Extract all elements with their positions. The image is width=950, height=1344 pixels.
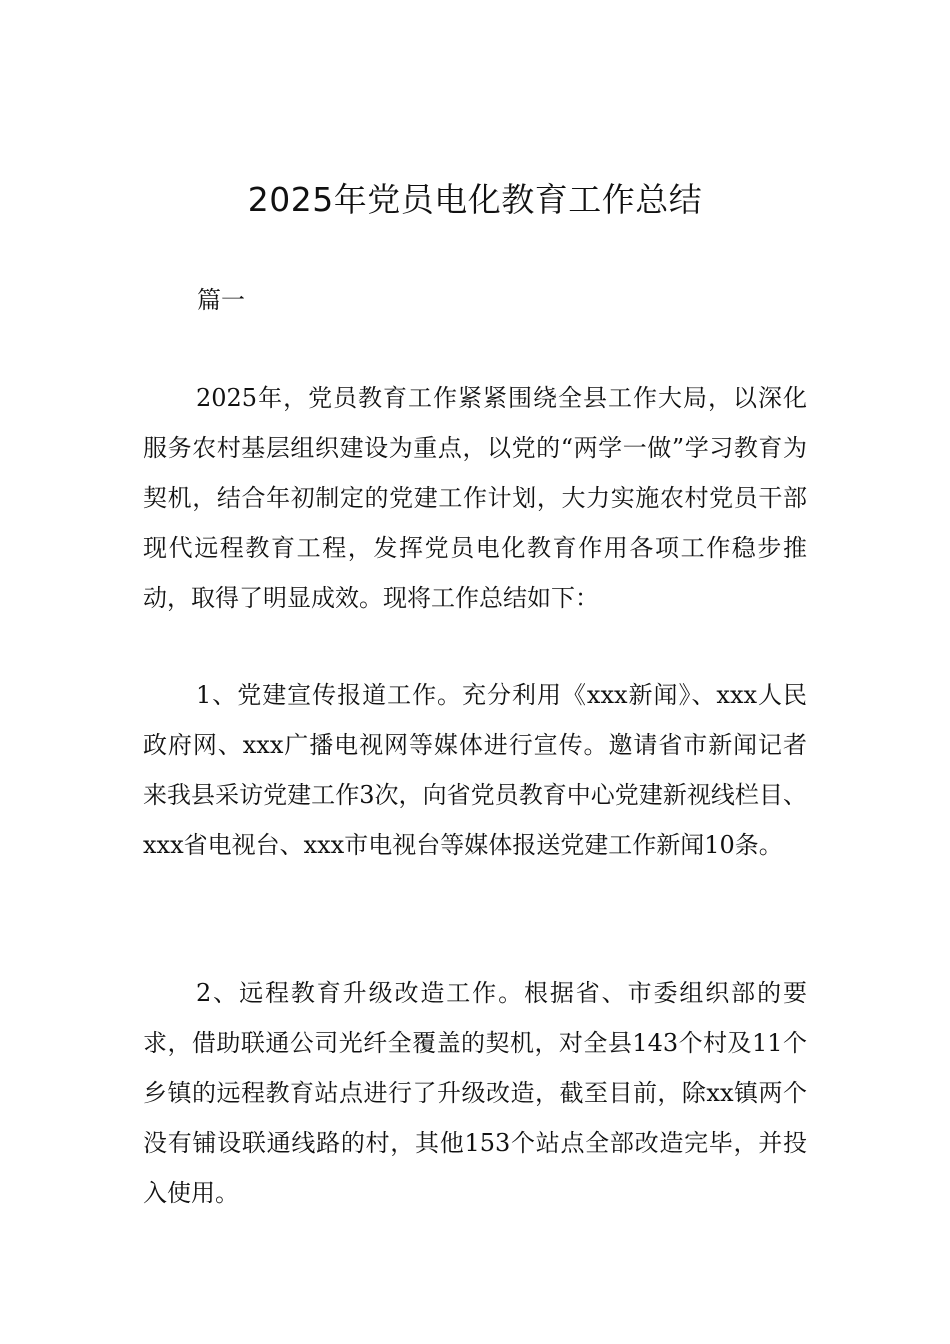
paragraph-item-1: 1、党建宣传报道工作。充分利用《xxx新闻》、xxx人民政府网、xxx广播电视网等媒体进行宣传。邀请省市新闻记者来我县采访党建工作3次，向省党员教育中心党建新视线栏目、xxx省电视台、xxx市电视台等媒体报送党建工作新闻10条。 [143, 681, 807, 859]
paragraph-item-2: 2、远程教育升级改造工作。根据省、市委组织部的要求，借助联通公司光纤全覆盖的契机，对全县143个村及11个乡镇的远程教育站点进行了升级改造，截至目前，除xx镇两个没有铺设联通线路的村，其他153个站点全部改造完毕，并投入使用。 [143, 979, 807, 1207]
section-label: 篇一 [197, 286, 245, 314]
paragraph-intro: 2025年，党员教育工作紧紧围绕全县工作大局，以深化服务农村基层组织建设为重点，以党的“两学一做”学习教育为契机，结合年初制定的党建工作计划，大力实施农村党员干部现代远程教育工程，发挥党员电化教育作用各项工作稳步推动，取得了明显成效。现将工作总结如下： [143, 384, 807, 612]
document-title: 2025年党员电化教育工作总结 [247, 180, 703, 219]
